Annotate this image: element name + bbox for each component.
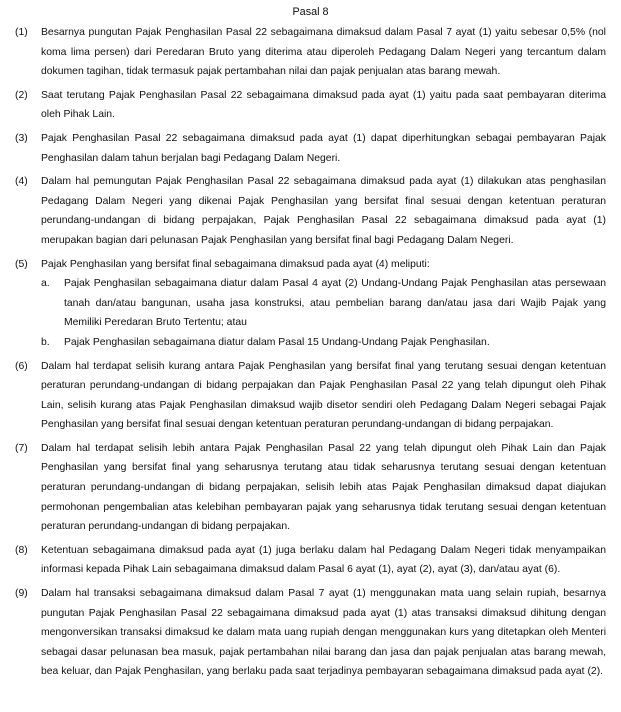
item-text: Dalam hal pemungutan Pajak Penghasilan Pasal 22 sebagaimana dimaksud pada ayat (1) dilakukan atas penghasilan Pedagang Dalam Negeri yang dikenai Pajak Penghasilan yang bersifat final sesuai dengan ketentuan peraturan perundang-undangan di bidang perpajakan, Pajak Penghasilan Pasal 22 sebagaimana dimaksud pada ayat (1) merupakan bagian dari pelunasan Pajak Penghasilan yang bersifat final bagi Pedagang Dalam Negeri. [41, 176, 606, 246]
item-text: Dalam hal terdapat selisih lebih antara Pajak Penghasilan Pasal 22 yang telah dipungut oleh Pihak Lain dan Pajak Penghasilan yang bersifat final yang seharusnya terutang atau tidak seharusnya terutang sesuai dengan ketentuan peraturan perundang-undangan di bidang perpajakan, selisih lebih atas Pajak Penghasilan dimaksud dapat diajukan permohonan pengembalian atas kelebihan pembayaran pajak yang seharusnya tidak terutang sesuai dengan ketentuan peraturan perundang-undangan di bidang perpajakan. [41, 442, 606, 533]
item-number: (7) [15, 442, 28, 454]
article-item-3 [15, 129, 606, 168]
article-item-7 [15, 439, 606, 537]
item-text: Saat terutang Pajak Penghasilan Pasal 22 sebagaimana dimaksud pada ayat (1) yaitu pada saat pembayaran diterima oleh Pihak Lain. [41, 89, 606, 121]
article-items [0, 23, 621, 682]
item-text: Besarnya pungutan Pajak Penghasilan Pasal 22 sebagaimana dimaksud dalam Pasal 7 ayat (1) yaitu sebesar 0,5% (nol koma lima persen) dari Peredaran Bruto yang diterima atau diperoleh Pedagang Dalam Negeri yang tercantum dalam dokumen tagihan, tidak termasuk pajak pertambahan nilai dan pajak penjualan atas barang mewah. [41, 27, 606, 78]
item-text: Dalam hal terdapat selisih kurang antara Pajak Penghasilan yang bersifat final yang terutang sesuai dengan ketentuan peraturan perundang-undangan di bidang perpajakan dan Pajak Penghasilan Pasal 22 yang telah dipungut oleh Pihak Lain, selisih kurang atas Pajak Penghasilan dimaksud wajib disetor sendiri oleh Pedagang Dalam Negeri sebagai Pajak Penghasilan yang bersifat final sesuai dengan ketentuan peraturan perundang-undangan di bidang perpajakan. [41, 360, 606, 431]
item-number: (9) [15, 588, 28, 600]
item-text: Pajak Penghasilan yang bersifat final sebagaimana dimaksud pada ayat (4) meliputi: [41, 258, 430, 270]
article-item-4 [15, 172, 606, 250]
item-number: (8) [15, 544, 28, 556]
sub-item-text: Pajak Penghasilan sebagaimana diatur dalam Pasal 4 ayat (2) Undang-Undang Pajak Penghasilan atas persewaan tanah dan/atau bangunan, usaha jasa konstruksi, atau pembelian barang dan/atau jasa dari Wajib Pajak yang Memiliki Peredaran Bruto Tertentu; atau [64, 278, 606, 329]
item-number: (6) [15, 360, 28, 372]
article-item-5 [15, 255, 606, 353]
article-item-1 [15, 23, 606, 82]
item-text: Dalam hal transaksi sebagaimana dimaksud dalam Pasal 7 ayat (1) menggunakan mata uang selain rupiah, besarnya pungutan Pajak Penghasilan Pasal 22 sebagaimana dimaksud pada ayat (1) atas transaksi dimaksud dihitung dengan mengonversikan transaksi dimaksud ke dalam mata uang rupiah dengan menggunakan kurs yang ditetapkan oleh Menteri sebagai dasar pelunasan bea masuk, pajak pertambahan nilai barang dan jasa dan pajak penjualan atas barang mewah, bea keluar, dan Pajak Penghasilan, yang berlaku pada saat terjadinya pembayaran sebagaimana dimaksud pada ayat (2). [41, 588, 606, 678]
sub-item-letter: a. [41, 278, 50, 290]
item-number: (4) [15, 176, 28, 188]
article-item-8 [15, 541, 606, 580]
item-body [41, 255, 606, 353]
item-number: (1) [15, 27, 28, 38]
sub-item-a [41, 274, 606, 333]
item-number: (2) [15, 89, 28, 101]
item-text: Ketentuan sebagaimana dimaksud pada ayat (1) juga berlaku dalam hal Pedagang Dalam Negeri tidak menyampaikan informasi kepada Pihak Lain sebagaimana dimaksud dalam Pasal 6 ayat (1), ayat (2), ayat (3), dan/atau ayat (6). [41, 544, 606, 576]
article-title: Pasal 8 [292, 6, 329, 18]
article-item-9 [15, 584, 606, 682]
sub-item-b [41, 333, 606, 353]
sub-item-text: Pajak Penghasilan sebagaimana diatur dalam Pasal 15 Undang-Undang Pajak Penghasilan. [64, 336, 490, 348]
item-number: (5) [15, 258, 28, 270]
sub-item-letter: b. [41, 336, 50, 348]
article-item-2 [15, 86, 606, 125]
article-item-6 [15, 357, 606, 435]
item-number: (3) [15, 132, 28, 144]
item-text: Pajak Penghasilan Pasal 22 sebagaimana dimaksud pada ayat (1) dapat diperhitungkan sebagai pembayaran Pajak Penghasilan dalam tahun berjalan bagi Pedagang Dalam Negeri. [41, 132, 606, 164]
